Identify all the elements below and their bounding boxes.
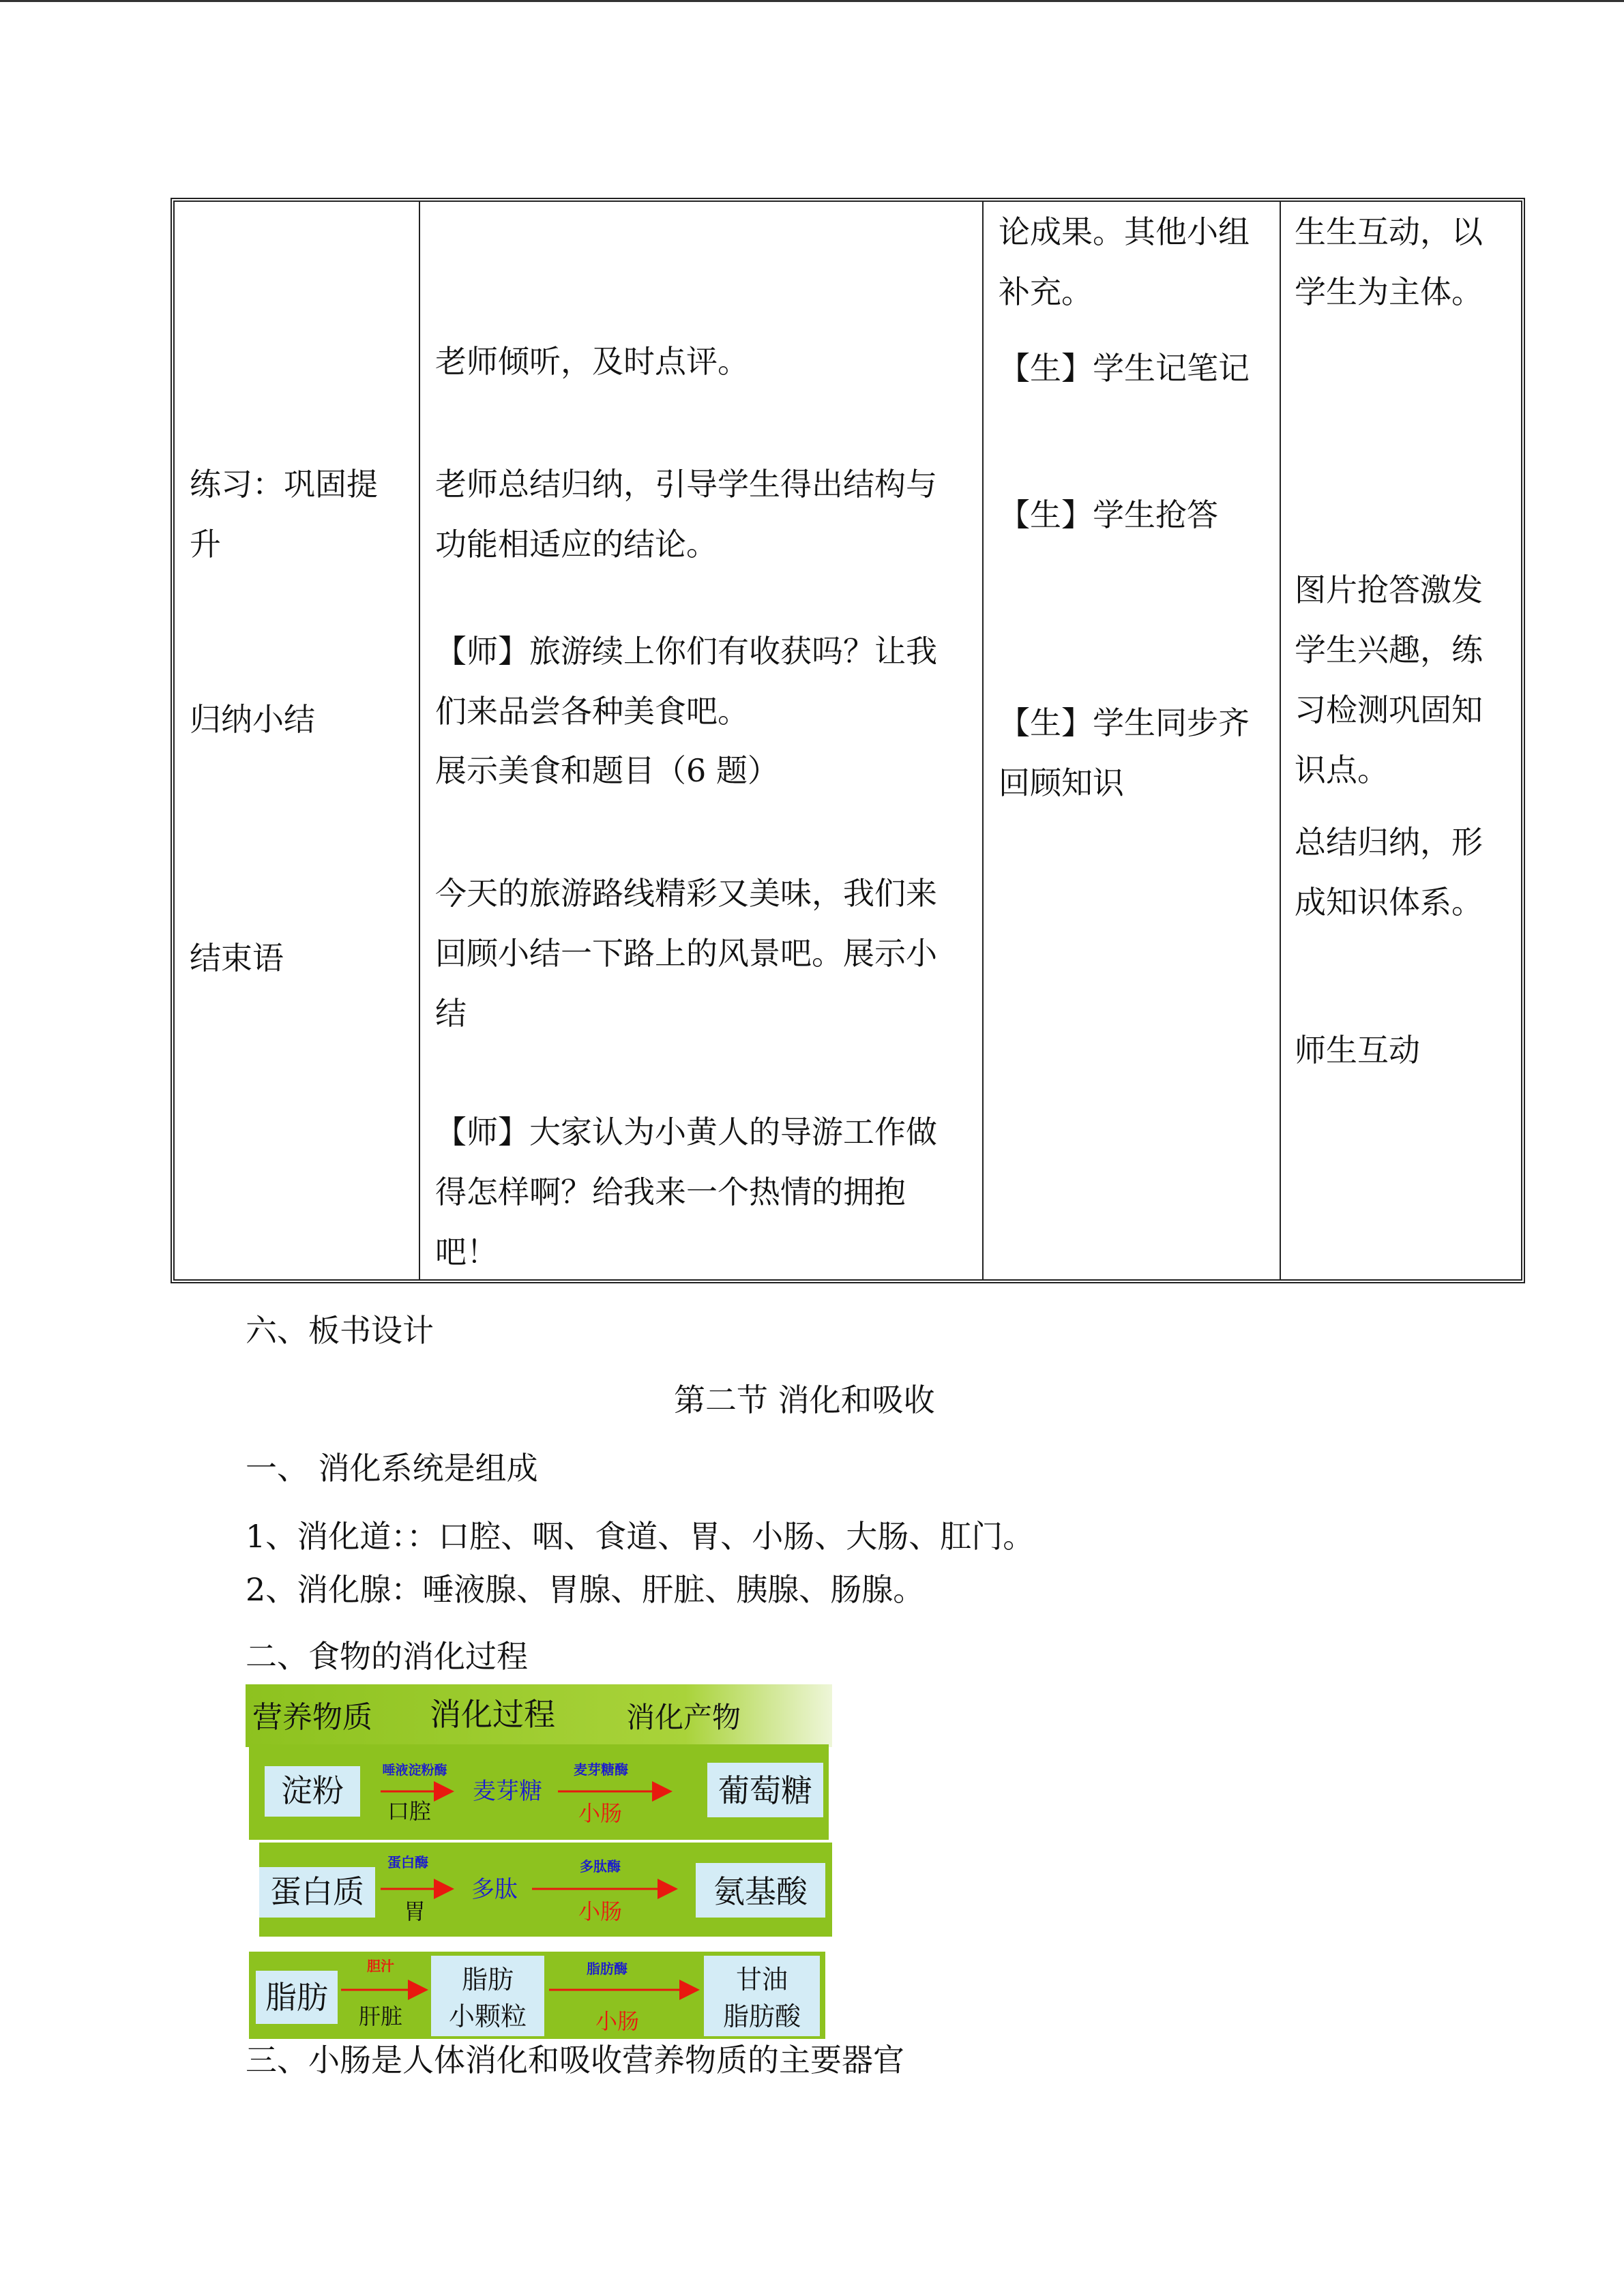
stage-practice: 练习：巩固提 升: [190, 466, 378, 563]
student-activity-report: 论成果。其他小组 补充。: [999, 213, 1250, 310]
protein-product: 氨基酸: [713, 1873, 808, 1910]
page-top-border: [0, 0, 1624, 2]
starch-enzyme1: 唾液淀粉酶: [382, 1763, 447, 1778]
starch-site2: 小肠: [578, 1800, 623, 1826]
header-nutrient: 营养物质: [252, 1700, 372, 1735]
fat-product1: 甘油: [735, 1965, 788, 1995]
fat-site1: 肝脏: [358, 2003, 403, 2029]
digestion-diagram: [246, 1684, 832, 2039]
stage-summary: 归纳小结: [190, 701, 315, 738]
teacher-activity-review: 今天的旅游路线精彩又美味，我们来 回顾小结一下路上的风景吧。展示小 结: [435, 875, 937, 1032]
intent-teacher-student: 师生互动: [1295, 1032, 1420, 1069]
teacher-activity-food: 【师】旅游续上你们有收获吗？让我 们来品尝各种美食吧。: [435, 633, 937, 730]
header-process: 消化过程: [430, 1696, 555, 1733]
table-column-divider: [982, 202, 984, 1279]
fat-label: 脂肪: [265, 1979, 328, 2016]
protein-site1: 胃: [403, 1898, 426, 1924]
student-activity-answer: 【生】学生抢答: [999, 496, 1218, 533]
lesson-table: [171, 198, 1525, 1283]
teacher-activity-questions: 展示美食和题目（6 题）: [435, 752, 779, 789]
intent-interaction: 生生互动，以 学生为主体。: [1295, 213, 1483, 310]
fat-mid1: 脂肪: [461, 1965, 514, 1995]
teacher-activity-ending: 【师】大家认为小黄人的导游工作做 得怎样啊？给我来一个热情的拥抱 吧！: [435, 1114, 937, 1270]
teacher-activity-conclude: 老师总结归纳，引导学生得出结构与 功能相适应的结论。: [435, 466, 937, 563]
starch-product: 葡萄糖: [718, 1772, 812, 1809]
starch-site1: 口腔: [387, 1798, 432, 1824]
protein-site2: 小肠: [578, 1898, 623, 1924]
item-digestive-tract: 1、消化道：：口腔、咽、食道、胃、小肠、大肠、肛门。: [246, 1518, 1035, 1555]
table-column-divider: [419, 202, 420, 1279]
table-column-divider: [1280, 202, 1281, 1279]
fat-product2: 脂肪酸: [722, 2001, 801, 2031]
protein-enzyme2: 多肽酶: [580, 1858, 621, 1875]
section-heading-board-design: 六、板书设计: [246, 1312, 434, 1349]
fat-enzyme2: 脂肪酶: [587, 1960, 628, 1977]
starch-mid: 麦芽糖: [473, 1778, 542, 1805]
board-title: 第二节 消化和吸收: [674, 1382, 935, 1418]
section-small-intestine: 三、小肠是人体消化和吸收营养物质的主要器官: [246, 2042, 904, 2078]
section-digestion-process: 二、食物的消化过程: [246, 1638, 528, 1675]
stage-closing: 结束语: [190, 940, 284, 976]
intent-interest: 图片抢答激发 学生兴趣，练 习检测巩固知 识点。: [1295, 571, 1483, 788]
student-activity-notes: 【生】学生记笔记: [999, 350, 1250, 387]
fat-mid2: 小颗粒: [448, 2001, 527, 2031]
starch-enzyme2: 麦芽糖酶: [574, 1761, 628, 1778]
fat-site2: 小肠: [595, 2008, 640, 2034]
item-digestive-glands: 2、消化腺：唾液腺、胃腺、肝脏、胰腺、肠腺。: [246, 1571, 925, 1608]
student-activity-recall: 【生】学生同步齐 回顾知识: [999, 704, 1250, 801]
protein-label: 蛋白质: [270, 1873, 364, 1910]
section-digestive-system: 一、 消化系统是组成: [246, 1450, 538, 1487]
protein-mid: 多肽: [471, 1876, 518, 1903]
protein-enzyme1: 蛋白酶: [387, 1854, 428, 1870]
digestion-diagram-svg: [246, 1684, 832, 2039]
fat-enzyme1: 胆汁: [367, 1958, 394, 1974]
intent-system: 总结归纳，形 成知识体系。: [1295, 824, 1483, 921]
starch-label: 淀粉: [281, 1772, 344, 1809]
teacher-activity-listen: 老师倾听，及时点评。: [435, 343, 749, 380]
header-product: 消化产物: [626, 1701, 741, 1734]
